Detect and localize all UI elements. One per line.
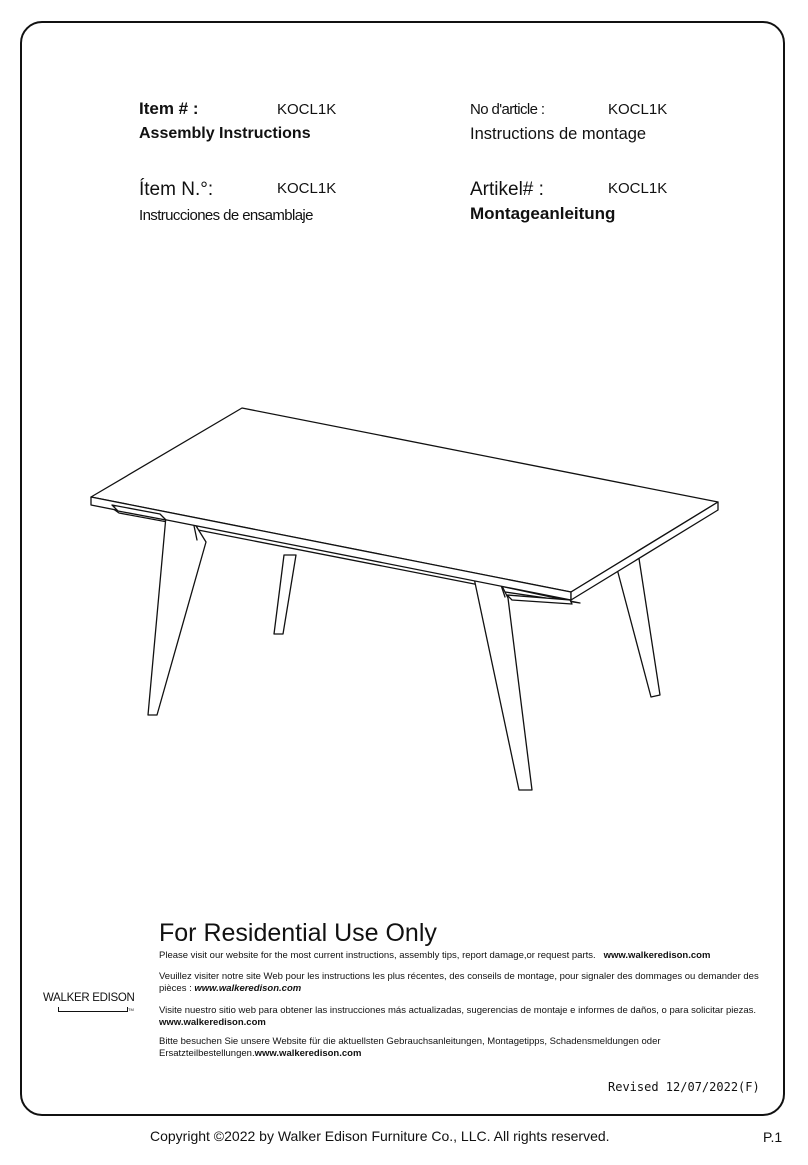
notice-es-url[interactable]: www.walkeredison.com <box>159 1016 266 1028</box>
item-code-de: KOCL1K <box>608 180 668 197</box>
notice-fr <box>159 971 769 994</box>
notice-en-text: Please visit our website for the most current instructions, assembly tips, report damage,or request parts. <box>159 950 596 961</box>
table-leg-back-right <box>616 552 660 697</box>
notice-es-text: Visite nuestro sitio web para obtener las instrucciones más actualizadas, sugerencias de montaje e informes de daños, o para solicitar piezas. <box>159 1005 757 1016</box>
assembly-title-fr: Instructions de montage <box>470 125 647 143</box>
table-leg-front-left <box>148 516 206 715</box>
logo-bracket <box>58 1007 128 1012</box>
assembly-title-en: Assembly Instructions <box>139 125 311 142</box>
notice-fr-text: Veuillez visiter notre site Web pour les instructions les plus récentes, des conseils de montage, pour signaler des dommages ou demander des pièces : <box>159 971 759 994</box>
notice-en <box>159 950 769 962</box>
assembly-title-de: Montageanleitung <box>470 204 616 223</box>
logo-trademark: TM <box>128 1007 134 1012</box>
assembly-title-es: Instrucciones de ensamblaje <box>139 207 313 224</box>
notice-fr-url[interactable]: www.walkeredison.com <box>194 982 302 994</box>
table-leg-front-right <box>474 578 532 790</box>
item-code-es: KOCL1K <box>277 180 337 197</box>
walker-edison-logo <box>40 989 140 1013</box>
page-number: P.1 <box>763 1129 783 1145</box>
notice-en-url[interactable]: www.walkeredison.com <box>603 950 711 961</box>
notice-es <box>159 1005 769 1028</box>
logo-wordmark: WALKER EDISON <box>43 992 135 1004</box>
item-code-fr: KOCL1K <box>608 101 668 118</box>
item-number-label-de: Artikel# : <box>470 179 544 200</box>
revision-date: Revised 12/07/2022(F) <box>608 1080 760 1094</box>
copyright-notice: Copyright ©2022 by Walker Edison Furniture Co., LLC. All rights reserved. <box>150 1128 610 1144</box>
item-number-label-fr: No d'article : <box>470 101 545 118</box>
item-number-label-es: Ítem N.°: <box>139 179 214 200</box>
table-leg-back-left <box>274 555 296 634</box>
residential-use-headline: For Residential Use Only <box>159 919 437 947</box>
notice-de <box>159 1036 769 1059</box>
notice-de-url[interactable]: www.walkeredison.com <box>254 1047 362 1059</box>
item-code-en: KOCL1K <box>277 101 337 118</box>
item-number-label-en: Item # : <box>139 99 199 118</box>
notice-de-text: Bitte besuchen Sie unsere Website für die aktuellsten Gebrauchsanleitungen, Montagetipps, Schadensmeldungen oder Ersatzteilbestellungen. <box>159 1036 661 1059</box>
